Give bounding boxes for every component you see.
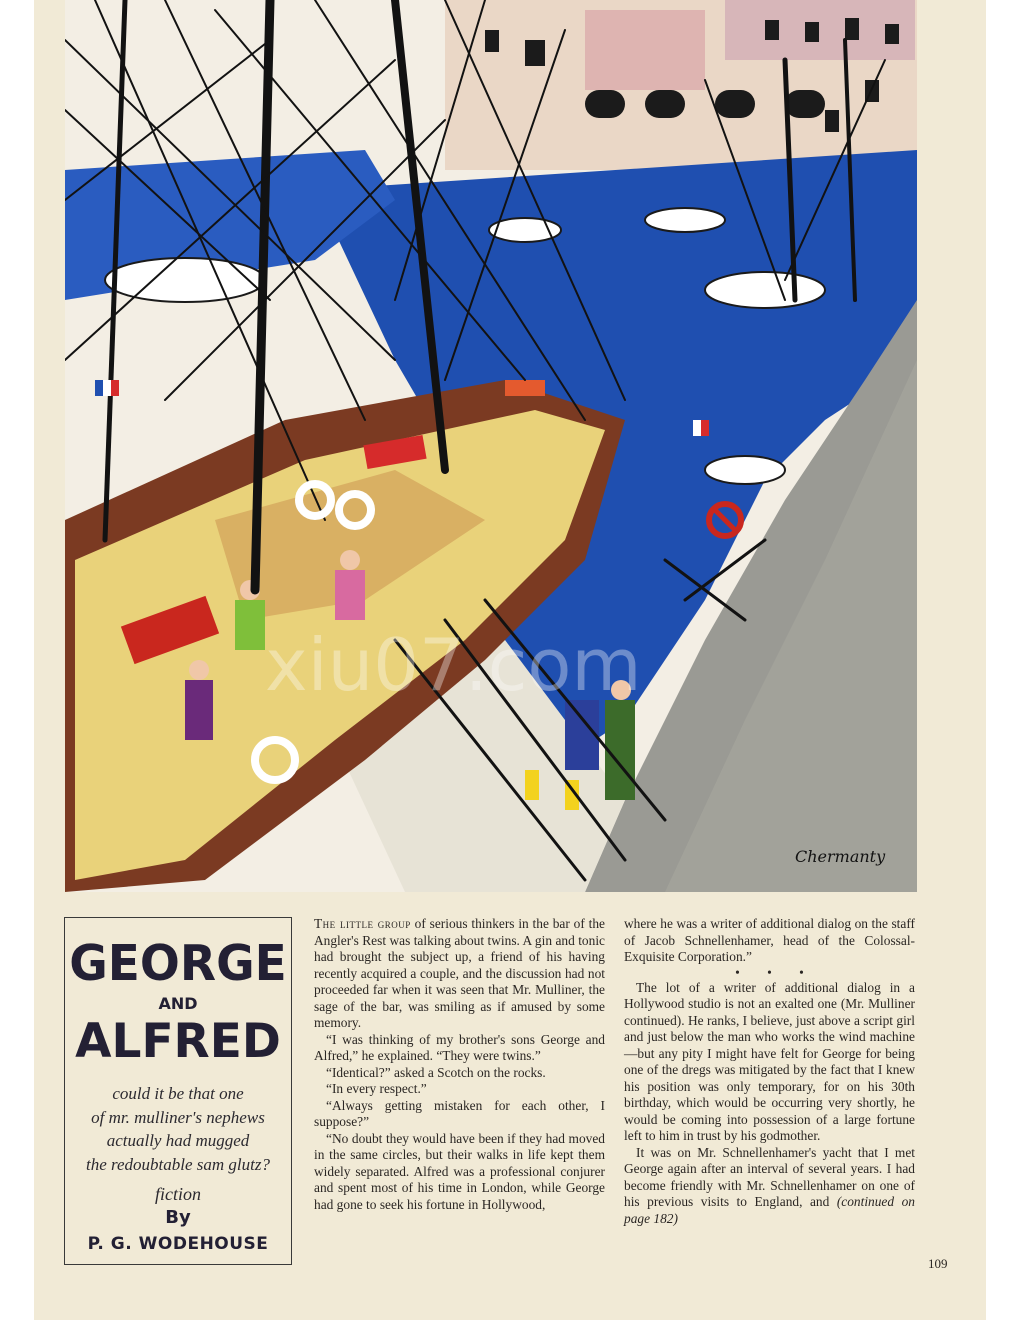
byline-by: By — [165, 1207, 191, 1228]
title-box — [64, 917, 292, 1265]
artist-signature: Chermanty — [795, 847, 886, 866]
title-and: AND — [158, 994, 198, 1013]
lead-in: The little group — [314, 916, 411, 931]
title-george: GEORGE — [69, 934, 287, 993]
svg-text:xiu07.com: xiu07.com — [265, 623, 642, 707]
page-number: 109 — [928, 1256, 948, 1271]
article-paragraph: “No doubt they would have been if they had moved in the same circles, but their walks in life kept them widely separated. Alfred was a professional conjurer and spent most of his time in London, while George had gone to seek his fortune in Hollywood, — [314, 1130, 605, 1212]
subtitle-line: could it be that one — [112, 1084, 244, 1103]
article-paragraph: “In every respect.” — [326, 1081, 427, 1096]
category-label: fiction — [155, 1184, 201, 1204]
article-paragraph — [314, 916, 605, 1032]
article-paragraph: “Always getting mistaken for each other, I suppose?” — [314, 1097, 605, 1129]
title-alfred: ALFRED — [75, 1014, 281, 1069]
subtitle-line: the redoubtable sam glutz? — [86, 1154, 270, 1174]
harbor-illustration — [65, 0, 917, 892]
article-paragraph: The lot of a writer of additional dialog in a Hollywood studio is not an exalted one (Mr. Mulliner continued). He ranks, I believe, just above a script girl and just below the man who works the wind machine—but any pity I might have felt for George for being one of the dregs was mitigated by the fact that I knew his position was only temporary, for on his 30th birthday, which would be occurring very shortly, he would be coming into possession of a large fortune left to him in trust by his godmother. — [624, 979, 915, 1143]
article-column-1 — [314, 916, 605, 1213]
article-paragraph: “Identical?” asked a Scotch on the rocks. — [326, 1064, 546, 1080]
article-column-2 — [624, 916, 915, 1227]
section-break: • • • — [735, 964, 816, 980]
article-paragraph: “I was thinking of my brother's sons George and Alfred,” he explained. “They were twins.” — [314, 1031, 605, 1063]
article-paragraph: where he was a writer of additional dialog on the staff of Jacob Schnellenhamer, head of the Colossal-Exquisite Corporation.” — [624, 916, 915, 964]
author-name: P. G. WODEHOUSE — [87, 1234, 269, 1254]
subtitle — [79, 1082, 277, 1176]
subtitle-line: actually had mugged — [106, 1131, 250, 1150]
article-paragraph — [624, 1145, 915, 1228]
continued-link[interactable]: (continued on page 182) — [624, 1194, 915, 1226]
subtitle-line: of mr. mulliner's nephews — [91, 1107, 265, 1127]
paragraph-text: of serious thinkers in the bar of the Angler's Rest was talking about twins. A gin and tonic had brought the subject up, a friend of his having recently acquired a couple, and the discussion had not proceeded far when it was seen that Mr. Mulliner, the sage of the bar, was smiling as if amused by some memory. — [314, 916, 605, 1030]
paragraph-text: It was on Mr. Schnellenhamer's yacht that I met George again after an interval of several years. I had become friendly with Mr. Schnellenhamer on one of his previous visits to England, and — [624, 1144, 915, 1209]
